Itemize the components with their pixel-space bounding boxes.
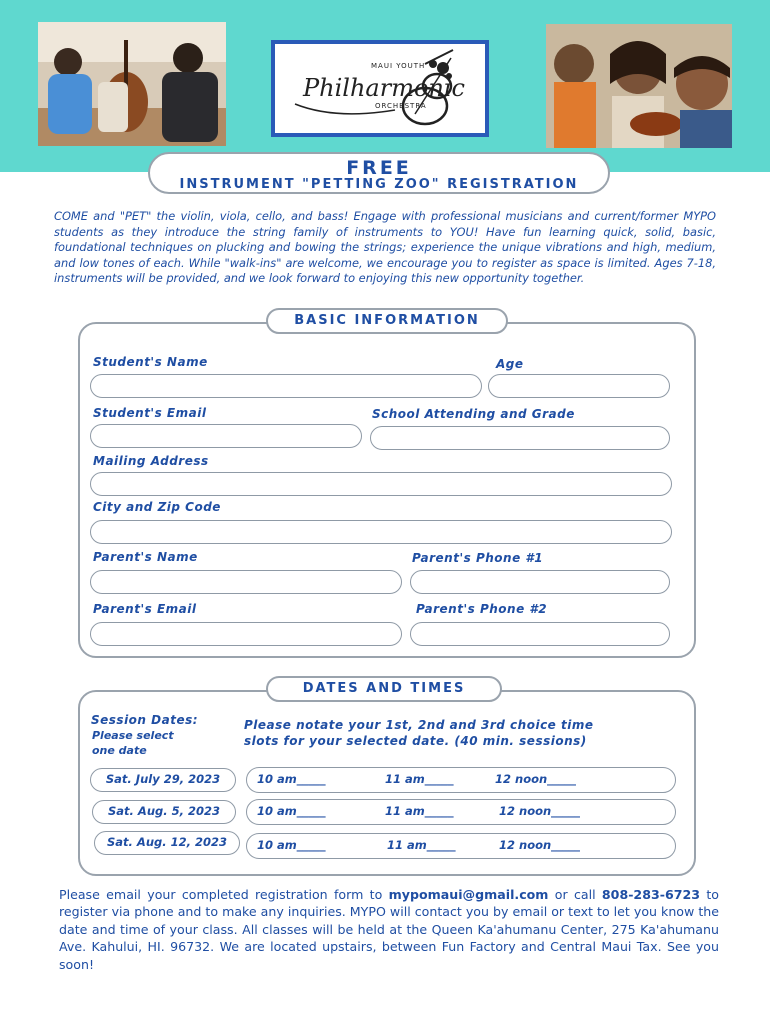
title-free: FREE (346, 157, 412, 179)
title-banner (148, 152, 610, 194)
time-slot-11am[interactable]: 11 am_____ (387, 838, 456, 852)
session-dates-label: Session Dates: (91, 713, 199, 727)
city-zip-field[interactable] (90, 520, 672, 544)
time-slot-row (246, 833, 676, 859)
time-slot-10am[interactable]: 10 am_____ (257, 838, 326, 852)
date-option-aug-5[interactable]: Sat. Aug. 5, 2023 (92, 800, 236, 824)
notate-line1: Please notate your 1st, 2nd and 3rd choice time (244, 718, 594, 732)
dates-times-heading: DATES AND TIMES (266, 676, 502, 702)
logo-line1: MAUI YOUTH (371, 62, 426, 70)
footer-text-2: or call (548, 887, 602, 902)
logo-line2: Philharmonic (303, 74, 465, 102)
intro-paragraph: COME and "PET" the violin, viola, cello, and bass! Engage with professional musicians and current/former MYPO students as they introduce the string family of instruments to YOU! Have fun learning quick, solid, basic, foundational techniques on plucking and bowing the strings; experience the unique vibrations and high, medium, and low tones of each. While "walk-ins" are welcome, we encourage you to register as space is limited. Ages 7-18, instruments will be provided, and we look forward to enjoying this new opportunity together. (54, 209, 716, 286)
student-email-field[interactable] (90, 424, 362, 448)
parent-name-field[interactable] (90, 570, 402, 594)
student-name-label: Student's Name (93, 355, 208, 369)
time-slot-row (246, 799, 676, 825)
city-zip-label: City and Zip Code (93, 500, 221, 514)
time-slot-12noon[interactable]: 12 noon_____ (499, 804, 580, 818)
age-field[interactable] (488, 374, 670, 398)
time-slot-12noon[interactable]: 12 noon_____ (499, 838, 580, 852)
logo-line3: ORCHESTRA (375, 102, 427, 110)
footer-text-3: to register via phone and to make any inquiries. MYPO will contact you by email or text to let you know the date and time of your class. All classes will be held at the Queen Ka'ahumanu Center, 275 Ka'ahumanu Ave. Kahului, HI. 96732. We are located upstairs, between Fun Factory and Central Maui Tax. See you soon! (59, 887, 719, 972)
time-slot-11am[interactable]: 11 am_____ (385, 772, 454, 786)
parent-phone2-field[interactable] (410, 622, 670, 646)
title-subtitle: INSTRUMENT "PETTING ZOO" REGISTRATION (179, 177, 579, 192)
parent-phone1-label: Parent's Phone #1 (412, 551, 544, 565)
mypo-logo (271, 40, 489, 137)
footer-paragraph (59, 886, 719, 973)
student-email-label: Student's Email (93, 406, 207, 420)
students-photo-right (546, 24, 732, 148)
age-label: Age (496, 357, 524, 371)
time-slot-10am[interactable]: 10 am_____ (257, 772, 326, 786)
time-slot-12noon[interactable]: 12 noon_____ (495, 772, 576, 786)
school-label: School Attending and Grade (372, 407, 575, 421)
time-slot-10am[interactable]: 10 am_____ (257, 804, 326, 818)
time-slot-row (246, 767, 676, 793)
please-select-line2: one date (92, 744, 147, 757)
footer-text-1: Please email your completed registration form to (59, 887, 389, 902)
notate-line2: slots for your selected date. (40 min. sessions) (244, 734, 587, 748)
parent-email-field[interactable] (90, 622, 402, 646)
time-slot-11am[interactable]: 11 am_____ (385, 804, 454, 818)
please-select-line1: Please select (92, 729, 174, 742)
school-field[interactable] (370, 426, 670, 450)
mailing-address-label: Mailing Address (93, 454, 209, 468)
parent-phone1-field[interactable] (410, 570, 670, 594)
contact-email-link[interactable]: mypomaui@gmail.com (388, 887, 549, 902)
parent-phone2-label: Parent's Phone #2 (416, 602, 548, 616)
parent-name-label: Parent's Name (93, 550, 198, 564)
student-name-field[interactable] (90, 374, 482, 398)
students-photo-left (38, 22, 226, 146)
parent-email-label: Parent's Email (93, 602, 197, 616)
contact-phone[interactable]: 808-283-6723 (601, 887, 701, 902)
mailing-address-field[interactable] (90, 472, 672, 496)
basic-info-heading: BASIC INFORMATION (266, 308, 508, 334)
date-option-aug-12[interactable]: Sat. Aug. 12, 2023 (94, 831, 240, 855)
date-option-july-29[interactable]: Sat. July 29, 2023 (90, 768, 236, 792)
